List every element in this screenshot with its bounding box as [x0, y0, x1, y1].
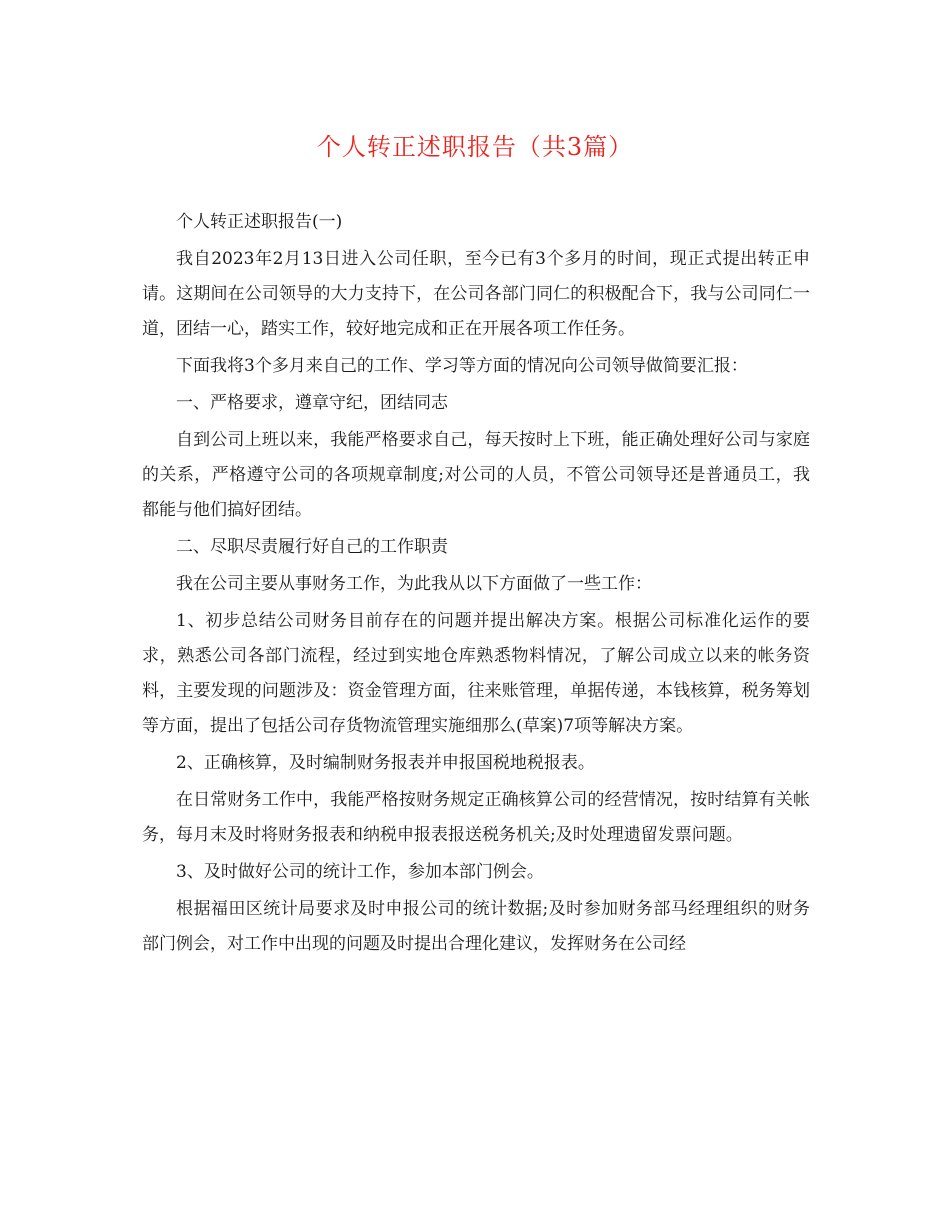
paragraph: 自到公司上班以来，我能严格要求自己，每天按时上下班，能正确处理好公司与家庭的关系，严格遵守公司的各项规章制度;对公司的人员，不管公司领导还是普通员工，我都能与他们搞好团结。: [142, 430, 810, 520]
subheading: 一、严格要求，遵章守纪，团结同志: [176, 393, 448, 413]
paragraph: 3、及时做好公司的统计工作，参加本部门例会。: [176, 862, 544, 882]
document-body: [142, 205, 810, 964]
paragraph: 在日常财务工作中，我能严格按财务规定正确核算公司的经营情况，按时结算有关帐务，每月末及时将财务报表和纳税申报表报送税务机关;及时处理遗留发票问题。: [142, 790, 810, 845]
paragraph: 1、初步总结公司财务目前存在的问题并提出解决方案。根据公司标准化运作的要求，熟悉公司各部门流程，经过到实地仓库熟悉物料情况，了解公司成立以来的帐务资料，主要发现的问题涉及：资金管理方面，往来账管理，单据传递，本钱核算，税务筹划等方面，提出了包括公司存货物流管理实施细那么(草案)7项等解决方案。: [142, 611, 810, 736]
paragraph: 下面我将3个多月来自己的工作、学习等方面的情况向公司领导做简要汇报：: [176, 356, 748, 376]
paragraph: 我在公司主要从事财务工作，为此我从以下方面做了一些工作：: [176, 574, 652, 594]
paragraph: 根据福田区统计局要求及时申报公司的统计数据;及时参加财务部马经理组织的财务部门例会，对工作中出现的问题及时提出合理化建议，发挥财务在公司经: [142, 899, 810, 954]
paragraph: 2、正确核算，及时编制财务报表并申报国税地税报表。: [176, 753, 595, 773]
document-title: 个人转正述职报告（共3篇）: [316, 133, 634, 161]
paragraph: 我自2023年2月13日进入公司任职，至今已有3个多月的时间，现正式提出转正申请。这期间在公司领导的大力支持下，在公司各部门同仁的积极配合下，我与公司同仁一道，团结一心，踏实工作，较好地完成和正在开展各项工作任务。: [142, 249, 810, 339]
section-heading: 个人转正述职报告(一): [176, 212, 343, 232]
subheading: 二、尽职尽责履行好自己的工作职责: [176, 537, 448, 557]
